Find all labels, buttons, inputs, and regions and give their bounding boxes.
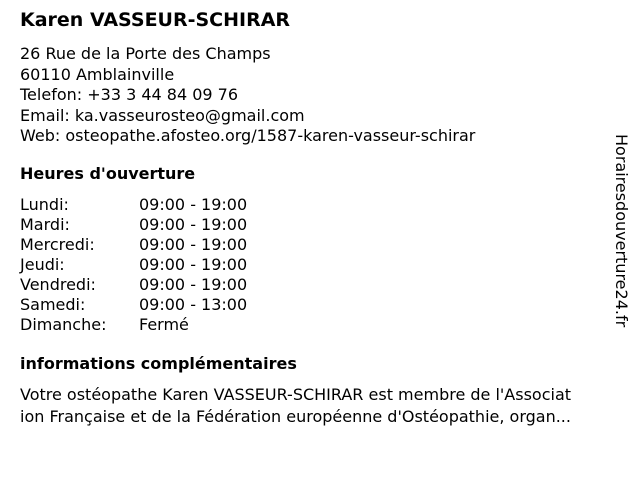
time-value: 09:00 - 19:00 [139,195,248,214]
site-watermark: Horairesdouverture24.fr [612,134,631,328]
time-value: 09:00 - 19:00 [139,275,248,294]
time-value: 09:00 - 19:00 [139,215,248,234]
day-label: Vendredi: [20,275,96,294]
hours-row-vendredi [20,275,247,295]
time-value: 09:00 - 13:00 [139,295,248,314]
additional-info-heading: informations complémentaires [20,354,297,373]
hours-row-mercredi [20,235,247,255]
opening-hours-heading: Heures d'ouverture [20,164,196,183]
hours-row-mardi [20,215,247,235]
day-label: Jeudi: [20,255,65,274]
time-value: 09:00 - 19:00 [139,255,248,274]
additional-info-text [20,384,625,427]
address-city: 60110 Amblainville [20,64,175,84]
time-value: 09:00 - 19:00 [139,235,248,254]
address-street: 26 Rue de la Porte des Champs [20,44,271,63]
hours-row-dimanche [20,315,247,335]
time-value: Fermé [139,315,189,334]
day-label: Mercredi: [20,235,95,254]
day-label: Samedi: [20,295,86,314]
web-line: Web: osteopathe.afosteo.org/1587-karen-vasseur-schirar [20,126,476,145]
page-title: Karen VASSEUR-SCHIRAR [20,9,291,31]
email-line: Email: ka.vasseurosteo@gmail.com [20,105,305,125]
hours-row-samedi [20,295,247,315]
hours-row-lundi [20,195,247,215]
contact-block [20,44,475,147]
day-label: Dimanche: [20,315,107,334]
hours-row-jeudi [20,255,247,275]
info-line: Votre ostéopathe Karen VASSEUR-SCHIRAR est membre de l'Associat [20,385,572,404]
opening-hours-list [20,195,247,335]
day-label: Lundi: [20,195,69,214]
info-line: ion Française et de la Fédération européenne d'Ostéopathie, organ... [20,406,571,426]
day-label: Mardi: [20,215,70,234]
phone-line: Telefon: +33 3 44 84 09 76 [20,85,239,104]
